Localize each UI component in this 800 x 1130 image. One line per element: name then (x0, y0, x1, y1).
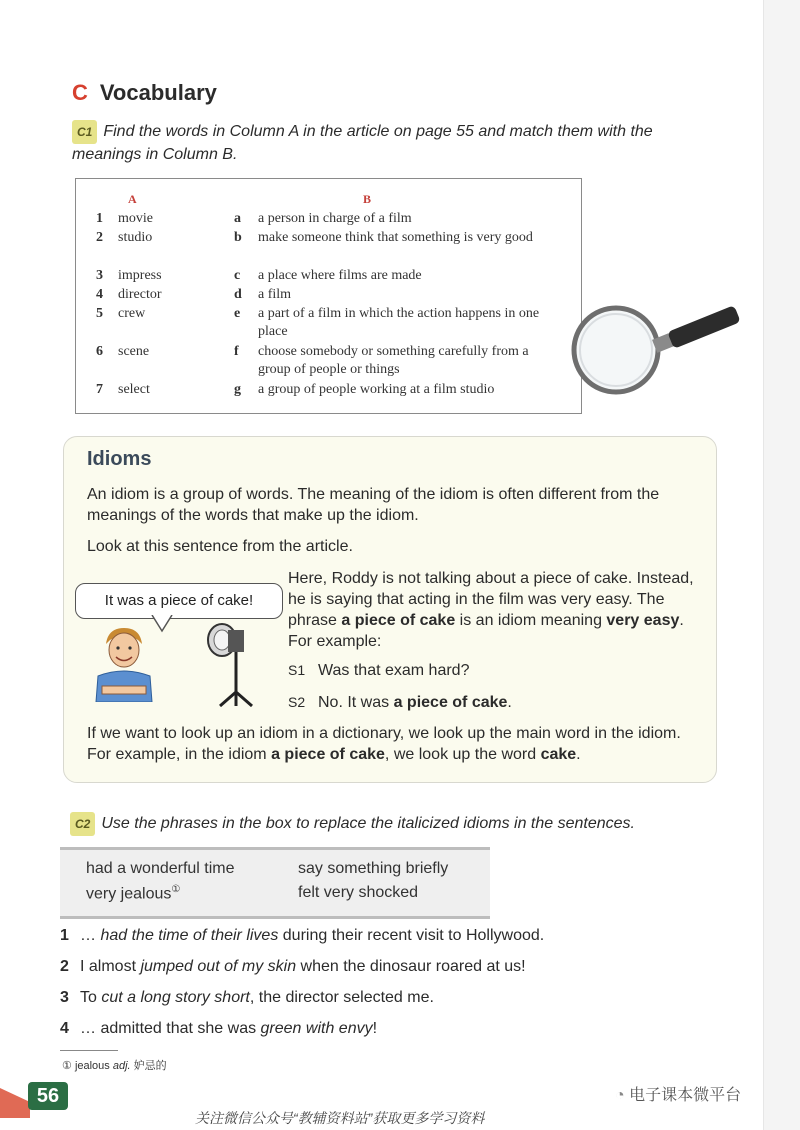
row-number: 4 (96, 287, 103, 302)
row-number: 1 (96, 211, 103, 226)
question-item (60, 956, 526, 978)
example-s1 (288, 660, 469, 681)
example-text: No. It was (318, 694, 394, 711)
phrase-item (86, 884, 180, 903)
footnote-meaning: 妒忌的 (133, 1060, 167, 1072)
question-item (60, 1018, 377, 1040)
c1-tag: C1 (72, 120, 97, 144)
column-b-meaning: a part of a film in which the action happens in one place (258, 306, 540, 339)
phrase-text: very jealous (86, 885, 172, 903)
column-a-word: director (118, 287, 162, 302)
explanation-text: is an idiom meaning (455, 612, 607, 629)
row-number: 6 (96, 344, 103, 359)
idioms-look: Look at this sentence from the article. (87, 538, 353, 555)
example-bold-idiom: a piece of cake (393, 694, 508, 711)
question-text: , the director selected me. (249, 989, 434, 1006)
c2-instruction (70, 812, 730, 836)
row-number: 5 (96, 306, 103, 321)
column-a-word: select (118, 382, 150, 397)
example-text: . (507, 694, 512, 711)
explanation-bold-meaning: very easy (606, 612, 680, 629)
wechat-icon: ◔ (615, 1087, 625, 1104)
column-b-header: B (363, 192, 372, 206)
watermark (615, 1082, 741, 1105)
c1-instruction (72, 120, 722, 166)
column-b-letter: b (234, 230, 242, 245)
explanation-text: Here, Roddy is not talking about a piece of cake. Instead, he is saying that acting in the film was very easy. The phrase (288, 570, 694, 629)
vocabulary-table (75, 178, 582, 414)
speaker-label: S2 (288, 694, 306, 710)
footnote-pos: adj. (112, 1060, 131, 1072)
question-number: 2 (60, 958, 69, 975)
footnote-mark: ① (171, 884, 181, 895)
question-text: ! (372, 1020, 378, 1037)
question-idiom: jumped out of my skin (140, 958, 297, 975)
question-number: 4 (60, 1020, 69, 1037)
column-a-word: crew (118, 306, 146, 321)
page-edge (763, 0, 800, 1130)
watermark-text: 电子课本微平台 (629, 1087, 742, 1104)
idioms-title: Idioms (87, 448, 152, 470)
idioms-lookup (87, 723, 702, 765)
c1-instruction-text: Find the words in Column A in the article on page 55 and match them with the meanings in Column B. (72, 123, 653, 163)
lookup-bold-idiom: a piece of cake (271, 746, 385, 763)
question-text: … admitted that she was (80, 1020, 261, 1037)
lookup-text: , we look up the word (384, 746, 541, 763)
column-a-word: scene (118, 344, 150, 359)
column-b-meaning: make someone think that something is very good (258, 230, 533, 245)
c2-instruction-text: Use the phrases in the box to replace the italicized idioms in the sentences. (101, 815, 635, 832)
idioms-intro: An idiom is a group of words. The meaning of the idiom is often different from the meanings of the words that make up the idiom. (87, 486, 660, 524)
explanation-bold-idiom: a piece of cake (341, 612, 456, 629)
question-number: 3 (60, 989, 69, 1006)
example-text: Was that exam hard? (318, 662, 470, 679)
column-b-meaning: a group of people working at a film studio (258, 382, 495, 397)
footnote-mark: ① (62, 1060, 72, 1072)
explanation-text: . For example: (288, 612, 684, 650)
boy-illustration-icon (88, 622, 158, 702)
row-number: 3 (96, 268, 103, 283)
question-item (60, 925, 544, 947)
row-number: 2 (96, 230, 103, 245)
question-idiom: cut a long story short (101, 989, 250, 1006)
lookup-text: . (576, 746, 581, 763)
lookup-bold-word: cake (540, 746, 577, 763)
row-number: 7 (96, 382, 103, 397)
page-corner-decoration (0, 1078, 30, 1118)
footer-text: 关注微信公众号“教辅资料站”获取更多学习资料 (195, 1110, 485, 1126)
question-number: 1 (60, 927, 69, 944)
magnifying-glass-icon (568, 300, 748, 410)
column-b-meaning: a person in charge of a film (258, 211, 412, 226)
question-idiom: green with envy (260, 1020, 373, 1037)
question-text: To (80, 989, 102, 1006)
column-b-meaning: a film (258, 287, 292, 302)
speaker-label: S1 (288, 662, 306, 678)
column-b-letter: f (234, 344, 239, 359)
page-number: 56 (28, 1082, 68, 1110)
footnote-word: jealous (74, 1060, 110, 1072)
question-text: … (80, 927, 101, 944)
footnote-rule (60, 1050, 118, 1051)
section-title (72, 80, 217, 106)
column-b-meaning: choose somebody or something carefully from a group of people or things (258, 344, 529, 377)
question-text: when the dinosaur roared at us! (296, 958, 526, 975)
phrase-item: had a wonderful time (86, 860, 235, 877)
question-item (60, 987, 434, 1009)
studio-light-icon (200, 622, 260, 707)
section-letter: C (72, 80, 88, 105)
question-text: during their recent visit to Hollywood. (278, 927, 545, 944)
column-b-letter: e (234, 306, 241, 321)
column-b-letter: g (234, 382, 241, 397)
example-s2 (288, 692, 512, 713)
speech-bubble: It was a piece of cake! (75, 583, 283, 619)
column-b-letter: c (234, 268, 241, 283)
phrase-box (60, 847, 490, 919)
column-a-word: movie (118, 211, 153, 226)
footnote (62, 1057, 167, 1073)
column-a-header: A (128, 192, 137, 206)
column-b-letter: d (234, 287, 242, 302)
section-title-text: Vocabulary (99, 80, 217, 105)
column-a-word: impress (118, 268, 162, 283)
phrase-item: say something briefly (298, 860, 449, 877)
column-b-letter: a (234, 211, 241, 226)
question-text: I almost (80, 958, 141, 975)
column-a-word: studio (118, 230, 153, 245)
column-b-meaning: a place where films are made (258, 268, 422, 283)
c2-tag: C2 (70, 812, 95, 836)
phrase-item: felt very shocked (298, 884, 419, 901)
lookup-text: If we want to look up an idiom in a dictionary, we look up the main word in the idiom. For example, in the idiom (87, 725, 681, 763)
idioms-explanation (288, 568, 703, 652)
question-idiom: had the time of their lives (100, 927, 279, 944)
